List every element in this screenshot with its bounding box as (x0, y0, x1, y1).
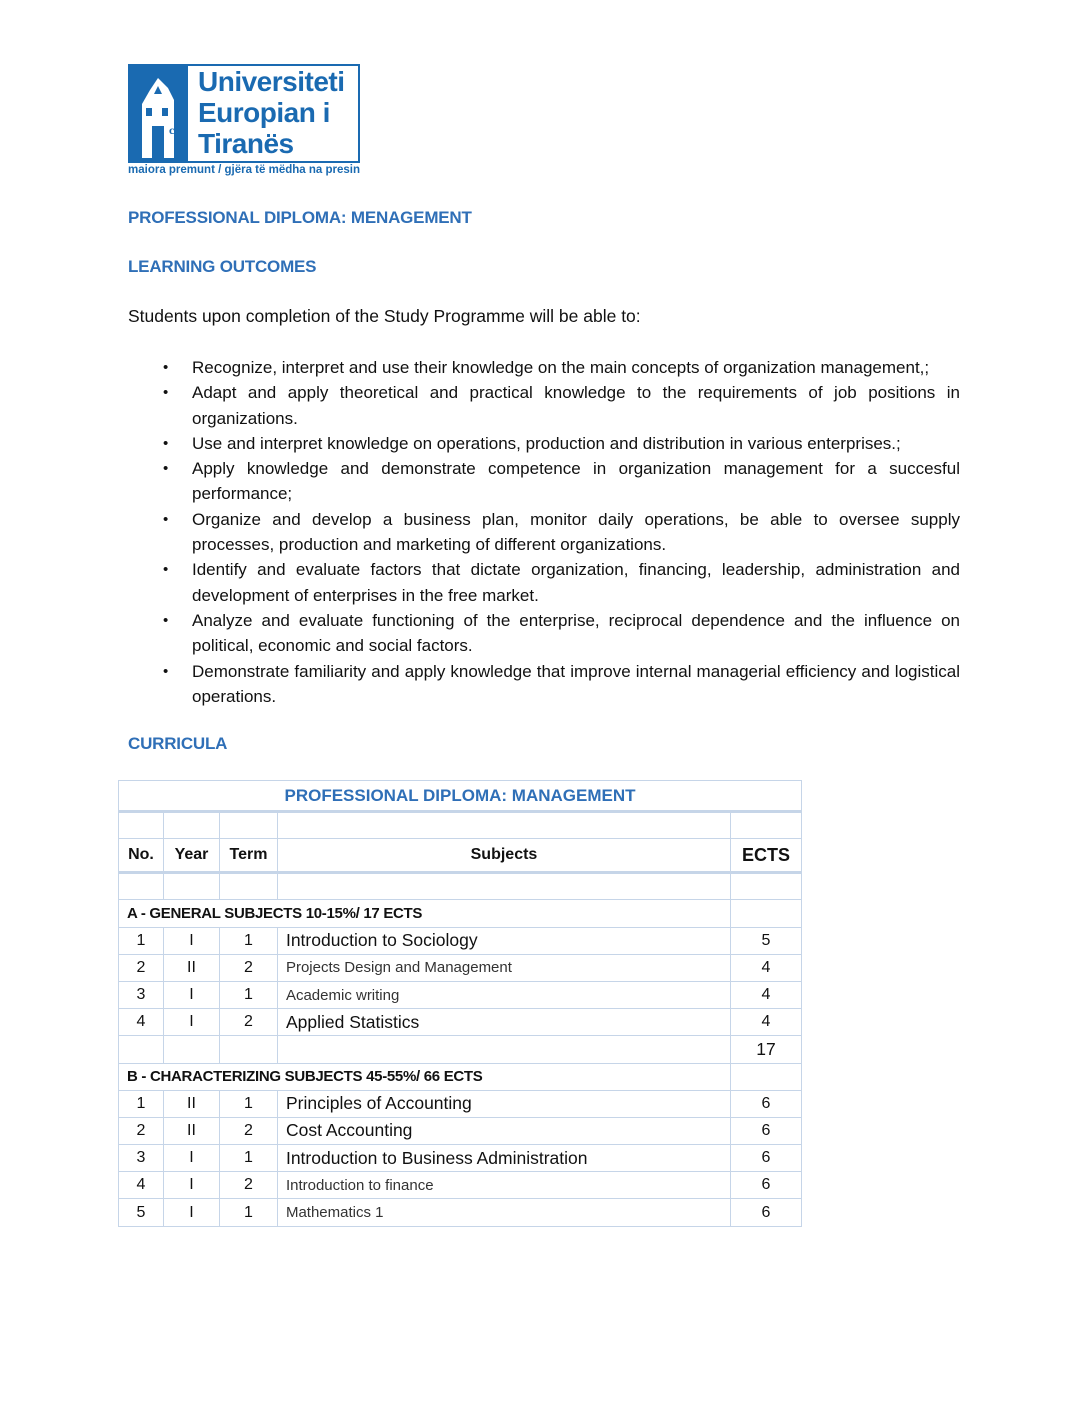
row-subject: Mathematics 1 (277, 1199, 730, 1226)
header-no: No. (119, 839, 164, 873)
row-ects: 6 (731, 1145, 802, 1172)
list-item: • Demonstrate familiarity and apply knowledge that improve internal managerial efficiency and logistical operations. (160, 659, 960, 710)
document-title: PROFESSIONAL DIPLOMA: MENAGEMENT (128, 208, 472, 227)
row-no: 4 (119, 1172, 164, 1199)
row-no: 5 (119, 1199, 164, 1226)
university-logo (128, 64, 368, 180)
row-no: 1 (119, 1090, 164, 1117)
table-row (119, 1117, 802, 1144)
table-header-row (119, 839, 802, 873)
row-term: 1 (219, 1090, 277, 1117)
learning-outcomes-heading: LEARNING OUTCOMES (128, 257, 317, 276)
curricula-table (118, 780, 802, 1227)
row-year: II (163, 1117, 219, 1144)
row-subject: Projects Design and Management (277, 954, 730, 981)
row-ects: 5 (731, 927, 802, 954)
list-item: • Analyze and evaluate functioning of the enterprise, reciprocal dependence and the influence on political, economic and social factors. (160, 608, 960, 659)
curricula-heading: CURRICULA (128, 734, 228, 753)
table-spacer-row (119, 812, 802, 839)
table-row (119, 1145, 802, 1172)
row-subject: Principles of Accounting (277, 1090, 730, 1117)
list-item: • Apply knowledge and demonstrate competence in organization management for a succesful performance; (160, 456, 960, 507)
table-row (119, 981, 802, 1008)
row-subject: Academic writing (277, 981, 730, 1008)
row-term: 2 (219, 1172, 277, 1199)
row-no: 1 (119, 927, 164, 954)
section-b-label: B - CHARACTERIZING SUBJECTS 45-55%/ 66 ECTS (119, 1063, 731, 1090)
row-term: 2 (219, 1009, 277, 1036)
row-year: II (163, 954, 219, 981)
row-year: I (163, 1172, 219, 1199)
list-item: • Use and interpret knowledge on operations, production and distribution in various enterprises.; (160, 431, 960, 456)
row-term: 1 (219, 927, 277, 954)
table-row (119, 927, 802, 954)
row-no: 3 (119, 981, 164, 1008)
list-item: • Adapt and apply theoretical and practical knowledge to the requirements of job positions in organizations. (160, 380, 960, 431)
row-subject: Cost Accounting (277, 1117, 730, 1144)
row-ects: 4 (731, 981, 802, 1008)
header-ects: ECTS (731, 839, 802, 873)
row-term: 2 (219, 954, 277, 981)
row-ects: 6 (731, 1117, 802, 1144)
row-year: II (163, 1090, 219, 1117)
row-no: 4 (119, 1009, 164, 1036)
row-subject: Introduction to Business Administration (277, 1145, 730, 1172)
building-emblem-icon (128, 64, 188, 163)
row-no: 2 (119, 954, 164, 981)
logo-line-2: Europian i (198, 97, 330, 128)
row-ects: 6 (731, 1172, 802, 1199)
row-term: 2 (219, 1117, 277, 1144)
table-row (119, 1172, 802, 1199)
row-ects: 4 (731, 1009, 802, 1036)
table-spacer-row (119, 873, 802, 900)
table-title-row (119, 781, 802, 812)
section-total-row (119, 1036, 802, 1063)
list-item: • Identify and evaluate factors that dictate organization, financing, leadership, administration and development of enterprises in the free market. (160, 557, 960, 608)
section-a-total: 17 (731, 1036, 802, 1063)
row-ects: 4 (731, 954, 802, 981)
row-year: I (163, 1199, 219, 1226)
logo-line-1: Universiteti (198, 66, 345, 97)
row-subject: Applied Statistics (277, 1009, 730, 1036)
list-item: • Recognize, interpret and use their knowledge on the main concepts of organization management,; (160, 355, 960, 380)
row-term: 1 (219, 1145, 277, 1172)
row-ects: 6 (731, 1090, 802, 1117)
section-a-label: A - GENERAL SUBJECTS 10-15%/ 17 ECTS (119, 900, 731, 927)
header-term: Term (219, 839, 277, 873)
table-row (119, 1009, 802, 1036)
table-row (119, 1199, 802, 1226)
logo-motto: maiora premunt / gjëra të mëdha na presin (128, 164, 360, 176)
section-row (119, 1063, 802, 1090)
header-subjects: Subjects (277, 839, 730, 873)
row-year: I (163, 1145, 219, 1172)
learning-outcomes-list (160, 355, 960, 709)
row-no: 2 (119, 1117, 164, 1144)
row-no: 3 (119, 1145, 164, 1172)
row-year: I (163, 1009, 219, 1036)
section-row (119, 900, 802, 927)
svg-text:c: c (169, 123, 175, 137)
logo-line-3: Tiranës (198, 128, 294, 159)
table-title: PROFESSIONAL DIPLOMA: MANAGEMENT (119, 781, 802, 812)
row-year: I (163, 927, 219, 954)
intro-text: Students upon completion of the Study Programme will be able to: (128, 306, 641, 326)
table-row (119, 954, 802, 981)
table-row (119, 1090, 802, 1117)
logo-wordmark (198, 66, 358, 159)
row-term: 1 (219, 1199, 277, 1226)
row-ects: 6 (731, 1199, 802, 1226)
row-year: I (163, 981, 219, 1008)
row-term: 1 (219, 981, 277, 1008)
header-year: Year (163, 839, 219, 873)
row-subject: Introduction to finance (277, 1172, 730, 1199)
list-item: • Organize and develop a business plan, monitor daily operations, be able to oversee supply processes, production and marketing of different organizations. (160, 507, 960, 558)
row-subject: Introduction to Sociology (277, 927, 730, 954)
